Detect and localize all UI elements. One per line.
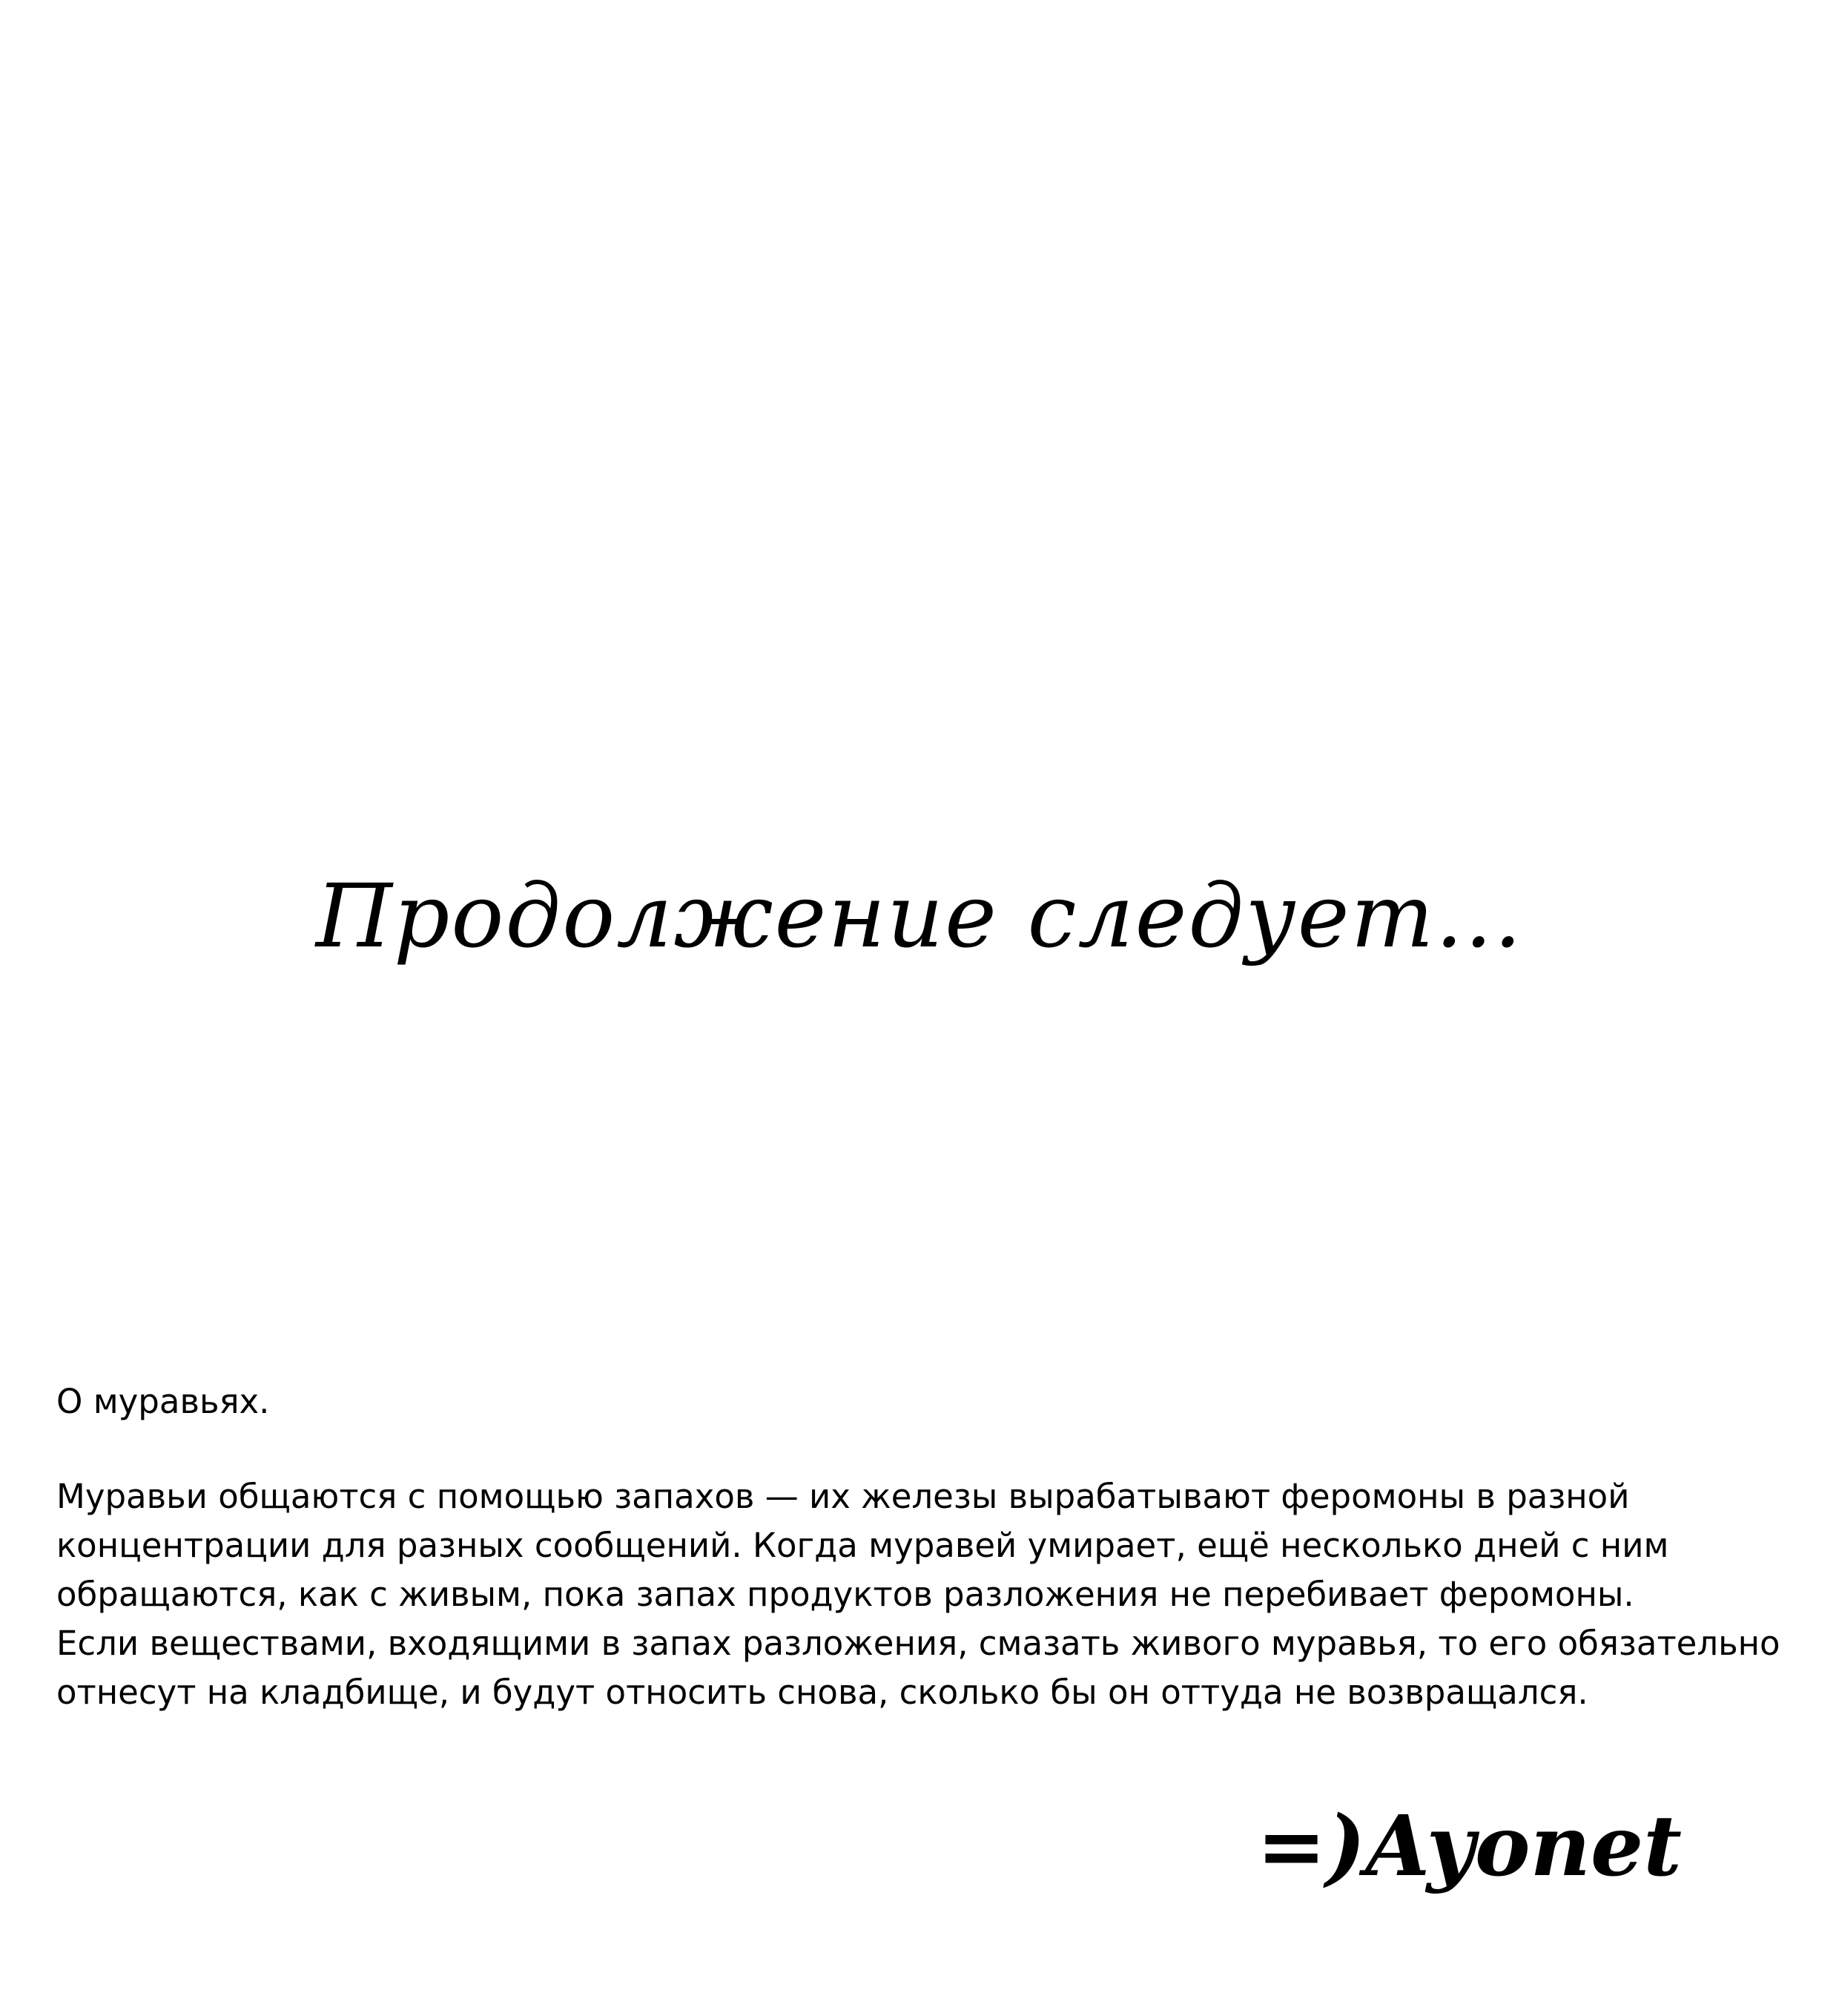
note-line: концентрации для разных сообщений. Когда муравей умирает, ещё несколько дней с ним <box>56 1526 1669 1565</box>
note-body <box>56 1472 1784 1717</box>
note-line: отнесут на кладбище, и будут относить снова, сколько бы он оттуда не возвращался. <box>56 1673 1588 1712</box>
note-title: О муравьях. <box>56 1382 270 1421</box>
note-line: Муравьи общаются с помощью запахов — их железы вырабатывают феромоны в разной <box>56 1477 1630 1516</box>
author-signature: =)Ayonet <box>1256 1798 1682 1895</box>
note-line: Если веществами, входящими в запах разложения, смазать живого муравья, то его обязательно <box>56 1624 1780 1663</box>
note-line: обращаются, как с живым, пока запах продуктов разложения не перебивает феромоны. <box>56 1575 1634 1614</box>
to-be-continued-heading: Продолжение следует... <box>315 865 1523 967</box>
